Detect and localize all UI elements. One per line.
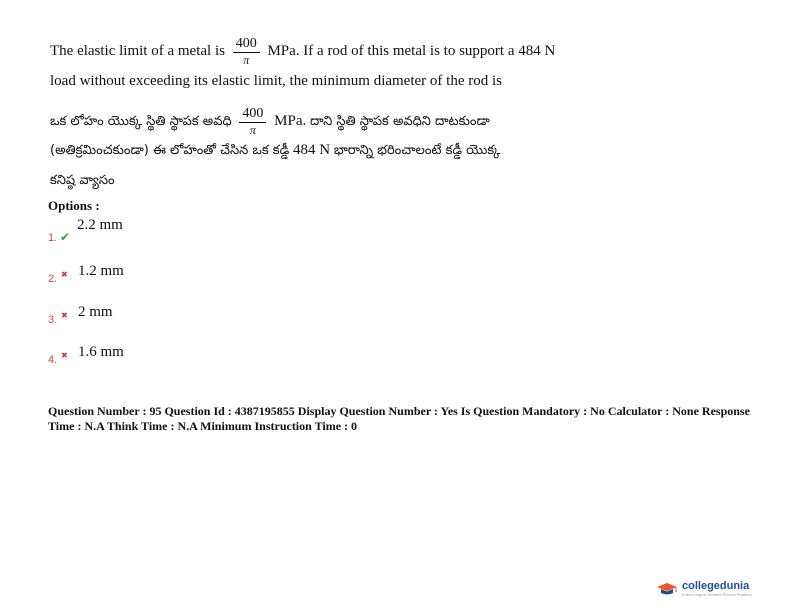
fraction-denominator: π [249, 123, 256, 137]
question-line-1 [50, 36, 555, 67]
wrong-cross-icon: ✖ [61, 311, 68, 320]
question-text: load without exceeding its elastic limit, the minimum diameter of the rod is [50, 73, 502, 89]
collegedunia-logo [656, 581, 752, 597]
question-text: MPa. If a rod of this metal is to support a 484 N [267, 42, 556, 59]
question-telugu-line-1 [50, 106, 490, 137]
fraction-numerator: 400 [233, 36, 260, 53]
question-telugu-line-2 [50, 141, 500, 160]
logo-name: collegedunia [682, 580, 750, 592]
option-text: 1.6 mm [78, 344, 124, 360]
fraction-denominator: π [243, 53, 250, 67]
telugu-text: కనిష్ఠ వ్యాసం [50, 173, 115, 188]
option-number: 1. [48, 232, 58, 244]
option-number: 2. [48, 273, 58, 285]
options-label: Options : [48, 198, 100, 213]
question-line-2 [50, 72, 502, 90]
telugu-text: దాని స్థితి స్థాపక అవధిని దాటకుండా [309, 113, 490, 129]
option-text: 2.2 mm [77, 217, 123, 233]
fraction [233, 36, 260, 67]
question-text: MPa. [274, 112, 307, 129]
telugu-text: ఒక లోహం యొక్క స్థితి స్థాపక అవధి [50, 113, 232, 129]
telugu-text: (అతిక్రమించకుండా) ఈ లోహంతో చేసిన ఒక కడ్డీ [50, 143, 290, 158]
wrong-cross-icon: ✖ [61, 270, 68, 279]
fraction [239, 106, 266, 137]
question-telugu-line-3 [50, 171, 115, 190]
correct-check-icon: ✔ [60, 230, 71, 244]
graduation-cap-icon [656, 582, 678, 596]
logo-tagline: India's largest Student Review Platform [682, 592, 752, 597]
wrong-cross-icon: ✖ [61, 351, 68, 360]
question-text: 484 N [292, 142, 331, 158]
fraction-numerator: 400 [239, 106, 266, 123]
telugu-text: భారాన్ని భరించాలంటే కడ్డీ యొక్క [333, 143, 501, 158]
option-number: 3. [48, 314, 58, 326]
option-text: 1.2 mm [78, 263, 124, 279]
option-number: 4. [48, 354, 58, 366]
question-text: The elastic limit of a metal is [50, 42, 225, 59]
option-text: 2 mm [78, 304, 113, 320]
question-metadata: Question Number : 95 Question Id : 4387195855 Display Question Number : Yes Is Question Mandatory : No Calculator : None Response Time : N.A Think Time : N.A Minimum Instruction Time : 0 [48, 404, 750, 433]
